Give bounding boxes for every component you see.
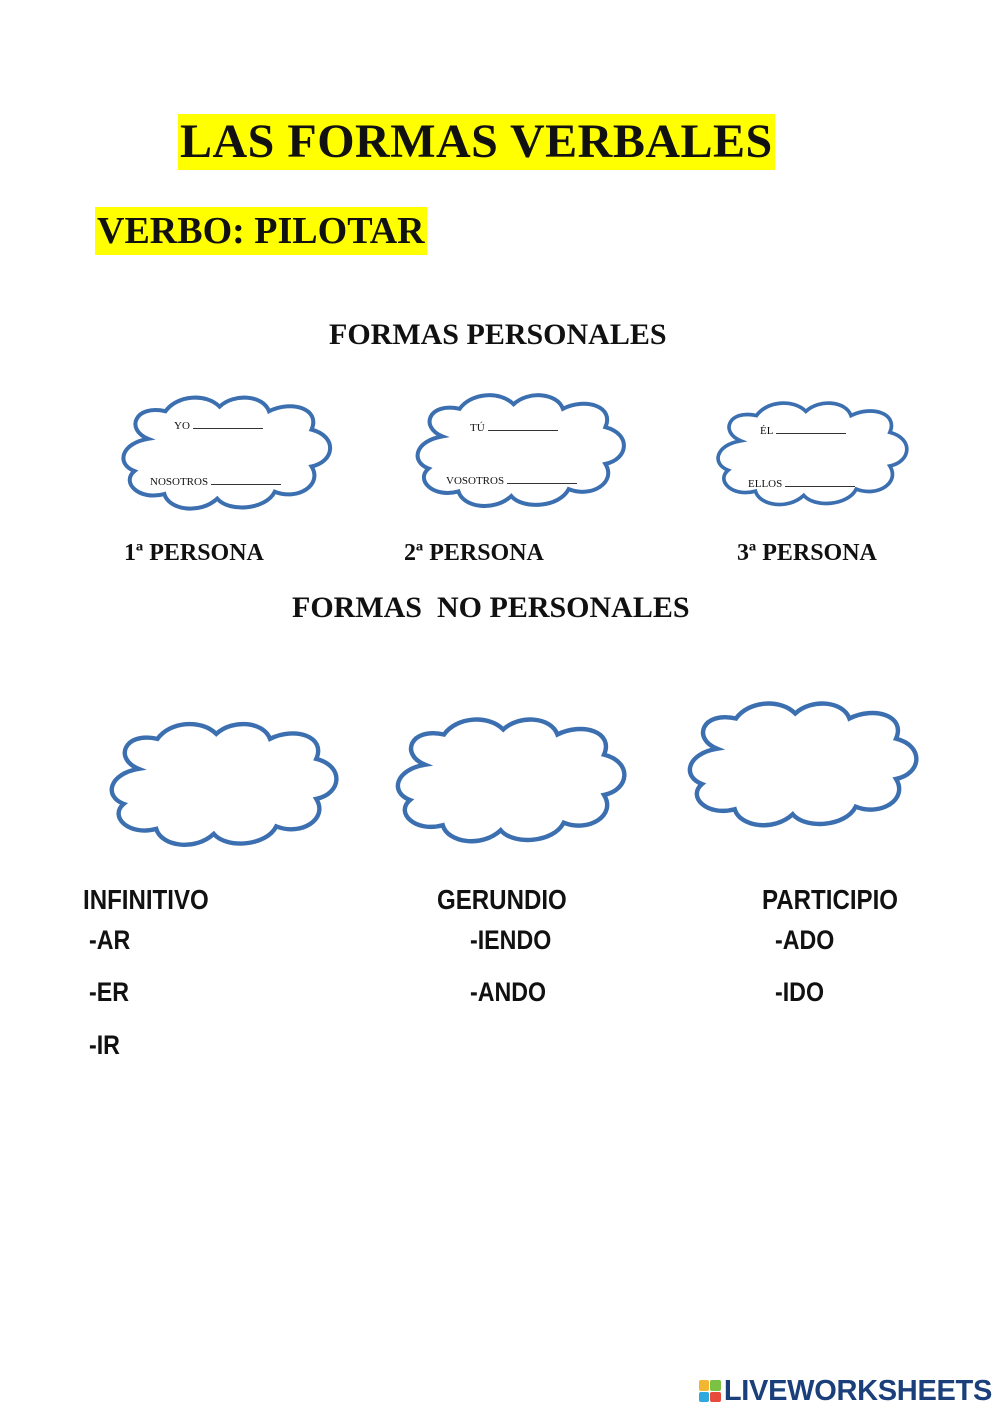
- ending-ar: -AR: [89, 925, 131, 955]
- cloud-second-person: [402, 387, 632, 519]
- page-title: LAS FORMAS VERBALES: [180, 115, 773, 168]
- pronoun-nosotros: NOSOTROS: [150, 476, 209, 488]
- answer-nosotros-field[interactable]: [211, 474, 281, 485]
- personal-forms-heading: FORMAS PERSONALES: [329, 318, 667, 351]
- participle-heading: PARTICIPIO: [762, 884, 899, 915]
- liveworksheets-logo-icon: [699, 1380, 721, 1402]
- liveworksheets-logo: [699, 1374, 992, 1408]
- cloud-first-person: [108, 388, 338, 523]
- third-person-label: 3ª PERSONA: [737, 540, 877, 566]
- non-personal-forms-heading: FORMAS NO PERSONALES: [292, 591, 690, 624]
- ending-iendo: -IENDO: [470, 925, 552, 955]
- pronoun-tu: TÚ: [470, 422, 485, 434]
- gerund-heading: GERUNDIO: [437, 884, 567, 915]
- infinitive-heading: INFINITIVO: [83, 884, 209, 915]
- second-person-label: 2ª PERSONA: [404, 540, 544, 566]
- cloud-third-person: [704, 390, 914, 522]
- ending-ado: -ADO: [775, 925, 835, 955]
- first-person-label: 1ª PERSONA: [124, 540, 264, 566]
- answer-el-field[interactable]: [776, 423, 846, 434]
- cloud-gerund-answer[interactable]: [381, 708, 633, 858]
- cloud-participle-answer[interactable]: [673, 692, 925, 842]
- cloud-infinitive-answer[interactable]: [95, 712, 345, 862]
- answer-yo-field[interactable]: [193, 418, 263, 429]
- answer-vosotros-field[interactable]: [507, 473, 577, 484]
- brand-name: LIVEWORKSHEETS: [723, 1374, 992, 1407]
- answer-ellos-field[interactable]: [785, 476, 855, 487]
- ending-ir: -IR: [89, 1030, 120, 1060]
- answer-tu-field[interactable]: [488, 420, 558, 431]
- verb-heading: VERBO: PILOTAR: [95, 207, 427, 255]
- pronoun-vosotros: VOSOTROS: [446, 475, 505, 487]
- pronoun-el: ÉL: [760, 425, 774, 437]
- ending-er: -ER: [89, 977, 129, 1007]
- ending-ando: -ANDO: [470, 977, 547, 1007]
- pronoun-yo: YO: [174, 420, 190, 432]
- ending-ido: -IDO: [775, 977, 825, 1007]
- pronoun-ellos: ELLOS: [748, 478, 783, 490]
